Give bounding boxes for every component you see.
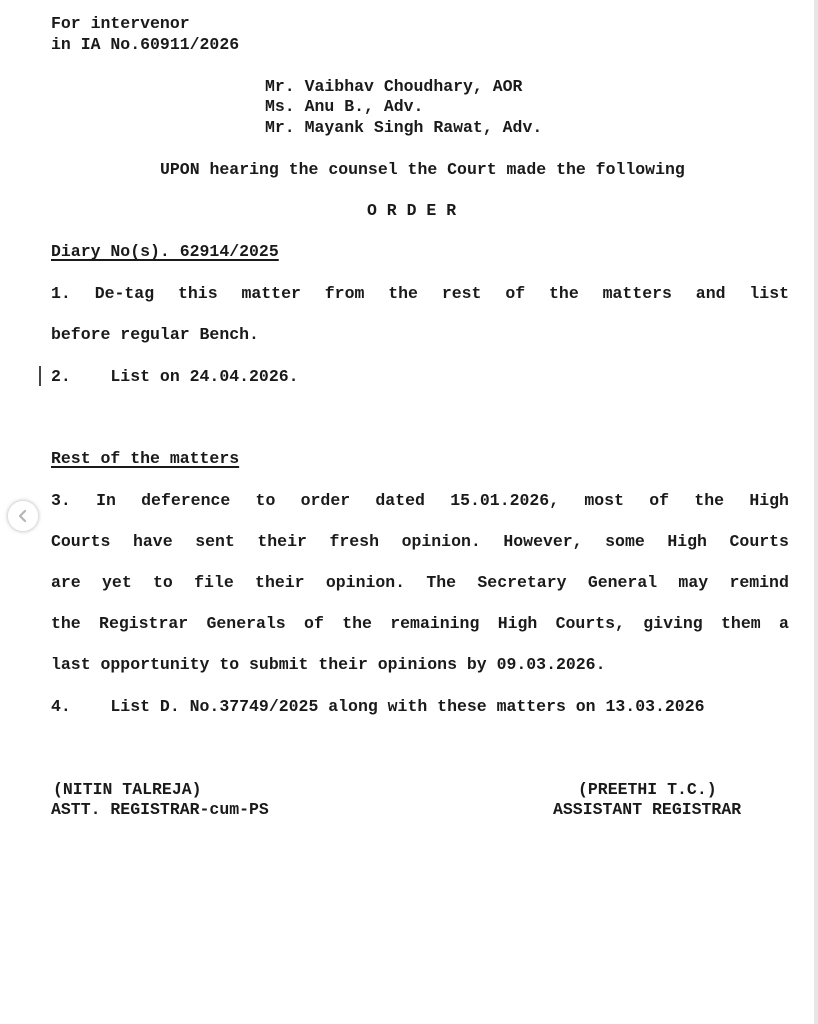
word: the bbox=[694, 491, 725, 510]
word: In bbox=[96, 491, 116, 510]
left-signatory-name: (NITIN TALREJA) bbox=[53, 780, 202, 799]
margin-marker bbox=[39, 366, 41, 386]
word: this bbox=[177, 284, 218, 303]
word: their bbox=[257, 532, 307, 551]
word: the bbox=[342, 614, 372, 633]
order-title: O R D E R bbox=[367, 201, 457, 220]
word: Generals bbox=[206, 614, 286, 633]
counsel-2: Ms. Anu B., Adv. bbox=[265, 97, 424, 116]
word: rest bbox=[441, 284, 482, 303]
word: High bbox=[497, 614, 538, 633]
word: 3. bbox=[51, 491, 71, 510]
right-signatory-name: (PREETHI T.C.) bbox=[578, 780, 717, 799]
diary-heading: Diary No(s). 62914/2025 bbox=[51, 242, 279, 261]
word: some bbox=[605, 532, 645, 551]
word: to bbox=[153, 573, 173, 592]
paragraph-1-line-1 bbox=[51, 284, 789, 304]
paragraph-3-line-1 bbox=[51, 491, 789, 511]
word: order bbox=[300, 491, 351, 510]
word: opinion. bbox=[401, 532, 481, 551]
previous-button[interactable] bbox=[8, 501, 38, 531]
word: the bbox=[549, 284, 579, 303]
word: The bbox=[426, 573, 457, 592]
word: list bbox=[749, 284, 789, 303]
word: the bbox=[51, 614, 81, 633]
left-signatory-title: ASTT. REGISTRAR-cum-PS bbox=[51, 800, 269, 819]
ia-number: in IA No.60911/2026 bbox=[51, 35, 240, 54]
word: Courts bbox=[51, 532, 111, 551]
word: most bbox=[584, 491, 624, 510]
word: may bbox=[678, 573, 709, 592]
word: of bbox=[649, 491, 670, 510]
word: file bbox=[194, 573, 234, 592]
word: them bbox=[721, 614, 761, 633]
word: matter bbox=[241, 284, 301, 303]
hearing-line: UPON hearing the counsel the Court made the following bbox=[160, 160, 685, 179]
right-signatory-title: ASSISTANT REGISTRAR bbox=[553, 800, 742, 819]
word: are bbox=[51, 573, 81, 592]
word: deference bbox=[141, 491, 231, 510]
word: Registrar bbox=[99, 614, 189, 633]
word: Courts bbox=[729, 532, 789, 551]
word: General bbox=[587, 573, 658, 592]
word: remind bbox=[729, 573, 789, 592]
paragraph-2: 2. List on 24.04.2026. bbox=[51, 367, 299, 386]
word: sent bbox=[195, 532, 235, 551]
word: dated bbox=[375, 491, 425, 510]
word: from bbox=[324, 284, 365, 303]
word: of bbox=[304, 614, 324, 633]
paragraph-4: 4. List D. No.37749/2025 along with these matters on 13.03.2026 bbox=[51, 697, 705, 716]
word: and bbox=[695, 284, 726, 303]
intervenor-label: For intervenor bbox=[51, 14, 190, 33]
paragraph-3-line-4 bbox=[51, 614, 789, 634]
word: However, bbox=[503, 532, 583, 551]
paragraph-3-line-2 bbox=[51, 532, 789, 552]
word: De-tag bbox=[94, 284, 155, 303]
word: the bbox=[388, 284, 418, 303]
counsel-3: Mr. Mayank Singh Rawat, Adv. bbox=[265, 118, 543, 137]
word: Secretary bbox=[477, 573, 567, 592]
word: giving bbox=[643, 614, 703, 633]
word: High bbox=[667, 532, 707, 551]
word: remaining bbox=[390, 614, 480, 633]
word: matters bbox=[602, 284, 672, 303]
word: 1. bbox=[51, 284, 71, 303]
word: yet bbox=[102, 573, 132, 592]
paragraph-1-line-2: before regular Bench. bbox=[51, 325, 259, 344]
paragraph-3-line-5: last opportunity to submit their opinions by 09.03.2026. bbox=[51, 655, 606, 674]
word: Courts, bbox=[555, 614, 625, 633]
word: their bbox=[255, 573, 305, 592]
counsel-1: Mr. Vaibhav Choudhary, AOR bbox=[265, 77, 523, 96]
word: of bbox=[505, 284, 526, 303]
chevron-left-icon bbox=[16, 509, 30, 523]
word: 15.01.2026, bbox=[450, 491, 560, 510]
word: have bbox=[133, 532, 173, 551]
rest-heading: Rest of the matters bbox=[51, 449, 240, 468]
right-edge-strip bbox=[814, 0, 818, 1024]
paragraph-3-line-3 bbox=[51, 573, 789, 593]
word: fresh bbox=[329, 532, 379, 551]
word: to bbox=[255, 491, 276, 510]
word: a bbox=[778, 614, 789, 633]
word: opinion. bbox=[325, 573, 406, 592]
word: High bbox=[749, 491, 789, 510]
